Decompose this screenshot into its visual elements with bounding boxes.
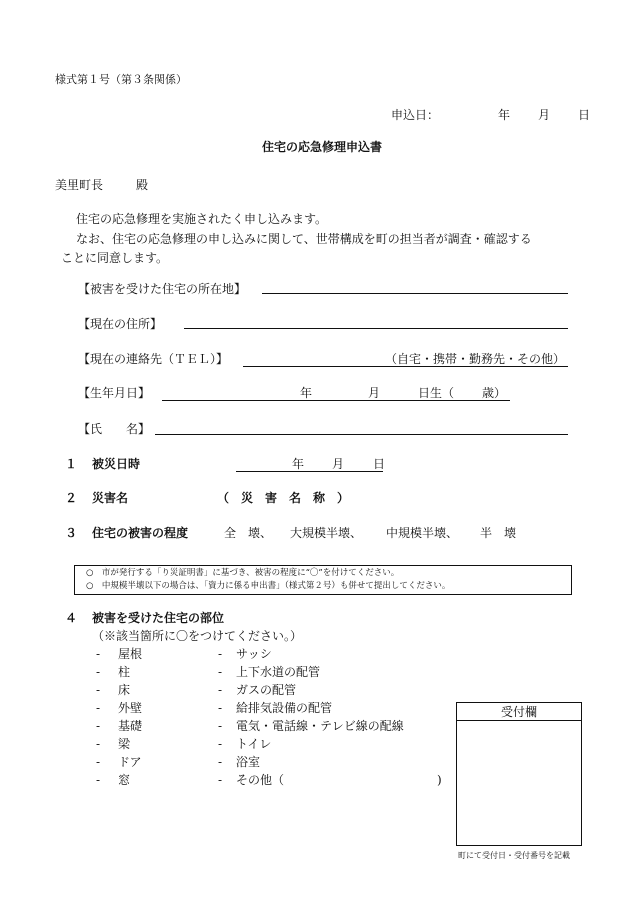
list-bullet: -: [96, 665, 101, 679]
list-bullet: -: [96, 701, 101, 715]
disaster-day-unit: 日: [373, 457, 386, 471]
list-bullet: -: [96, 773, 101, 787]
damaged-address-label: 【被害を受けた住宅の所在地】: [78, 282, 247, 296]
application-day: 日: [578, 108, 591, 122]
reception-box: [456, 702, 582, 846]
list-bullet: -: [218, 755, 223, 769]
damage-level-label: 住宅の被害の程度: [92, 526, 189, 540]
note-line: ○ 市が発行する「り災証明書」に基づき、被害の程度に“〇”を付けてください。: [86, 568, 400, 578]
reception-footnote: 町にて受付日・受付番号を記載: [458, 851, 570, 860]
list-bullet: -: [218, 683, 223, 697]
list-bullet: -: [218, 737, 223, 751]
part-floor[interactable]: 床: [118, 683, 131, 697]
list-bullet: -: [96, 647, 101, 661]
part-door[interactable]: ドア: [118, 755, 142, 769]
current-address-line[interactable]: [184, 328, 568, 329]
part-bathroom[interactable]: 浴室: [236, 755, 261, 769]
part-foundation[interactable]: 基礎: [118, 719, 143, 733]
damaged-parts-label: 被害を受けた住宅の部位: [92, 611, 225, 625]
list-bullet: -: [96, 683, 101, 697]
damaged-parts-instruction: （※該当箇所に〇をつけてください。）: [92, 629, 303, 643]
intro-line: ことに同意します。: [61, 251, 169, 265]
disaster-month-unit: 月: [332, 457, 345, 471]
reception-header: 受付欄: [457, 703, 581, 721]
part-sash[interactable]: サッシ: [236, 647, 272, 661]
birth-day-unit: 日生（: [418, 386, 455, 400]
item-number: １: [65, 457, 78, 471]
page-title: 住宅の応急修理申込書: [262, 140, 383, 154]
part-water-pipes[interactable]: 上下水道の配管: [236, 665, 321, 679]
disaster-year-unit: 年: [292, 457, 305, 471]
form-number: 様式第１号（第３条関係）: [55, 73, 187, 86]
damaged-address-line[interactable]: [262, 293, 568, 294]
item-number: ４: [65, 611, 78, 625]
note-line: ○ 中規模半壊以下の場合は、「資力に係る申出書」（様式第２号）も併せて提出してください。: [86, 581, 451, 591]
contact-line[interactable]: [243, 366, 568, 367]
list-bullet: -: [96, 755, 101, 769]
list-bullet: -: [96, 737, 101, 751]
name-label: 【氏 名】: [78, 422, 151, 436]
list-bullet: -: [218, 719, 223, 733]
damage-option-half[interactable]: 半 壊: [480, 526, 517, 540]
list-bullet: -: [218, 773, 223, 787]
application-year: 年: [498, 108, 511, 122]
intro-line: 住宅の応急修理を実施されたく申し込みます。: [76, 212, 328, 226]
birth-month-unit: 月: [368, 386, 381, 400]
part-beam[interactable]: 梁: [118, 737, 131, 751]
application-date-label: 申込日：: [391, 108, 440, 122]
disaster-date-label: 被災日時: [92, 457, 141, 471]
part-other-close: ): [437, 773, 442, 787]
birthdate-line[interactable]: [162, 400, 510, 401]
list-bullet: -: [218, 701, 223, 715]
damage-option-medium[interactable]: 中規模半壊、: [386, 526, 459, 540]
addressee-honorific: 殿: [136, 178, 149, 192]
part-other[interactable]: その他（: [236, 773, 285, 787]
item-number: ２: [65, 491, 78, 505]
item-number: ３: [65, 526, 78, 540]
damage-option-full[interactable]: 全 壊、: [224, 526, 273, 540]
part-electrical-wiring[interactable]: 電気・電話線・テレビ線の配線: [236, 719, 404, 733]
part-pillar[interactable]: 柱: [118, 665, 131, 679]
damage-option-large[interactable]: 大規模半壊、: [290, 526, 363, 540]
disaster-name-label: 災害名: [92, 491, 129, 505]
application-month: 月: [538, 108, 551, 122]
contact-type: （自宅・携帯・勤務先・その他）: [385, 352, 566, 366]
part-ventilation-pipes[interactable]: 給排気設備の配管: [236, 701, 333, 715]
intro-line: なお、住宅の応急修理の申し込みに関して、世帯構成を町の担当者が調査・確認する: [76, 232, 532, 246]
part-outer-wall[interactable]: 外壁: [118, 701, 143, 715]
disaster-date-line[interactable]: [236, 471, 383, 472]
list-bullet: -: [218, 665, 223, 679]
part-window[interactable]: 窓: [118, 773, 131, 787]
list-bullet: -: [96, 719, 101, 733]
age-unit: 歳）: [482, 386, 507, 400]
birth-year-unit: 年: [300, 386, 313, 400]
birthdate-label: 【生年月日】: [78, 386, 151, 400]
addressee-name: 美里町長: [55, 178, 104, 192]
name-line[interactable]: [155, 434, 568, 435]
disaster-name-value: （ 災 害 名 称 ）: [217, 491, 350, 505]
part-gas-pipes[interactable]: ガスの配管: [236, 683, 297, 697]
part-toilet[interactable]: トイレ: [236, 737, 272, 751]
part-roof[interactable]: 屋根: [118, 647, 143, 661]
current-address-label: 【現在の住所】: [78, 317, 163, 331]
contact-label: 【現在の連絡先（ＴＥＬ）】: [78, 352, 229, 366]
list-bullet: -: [218, 647, 223, 661]
